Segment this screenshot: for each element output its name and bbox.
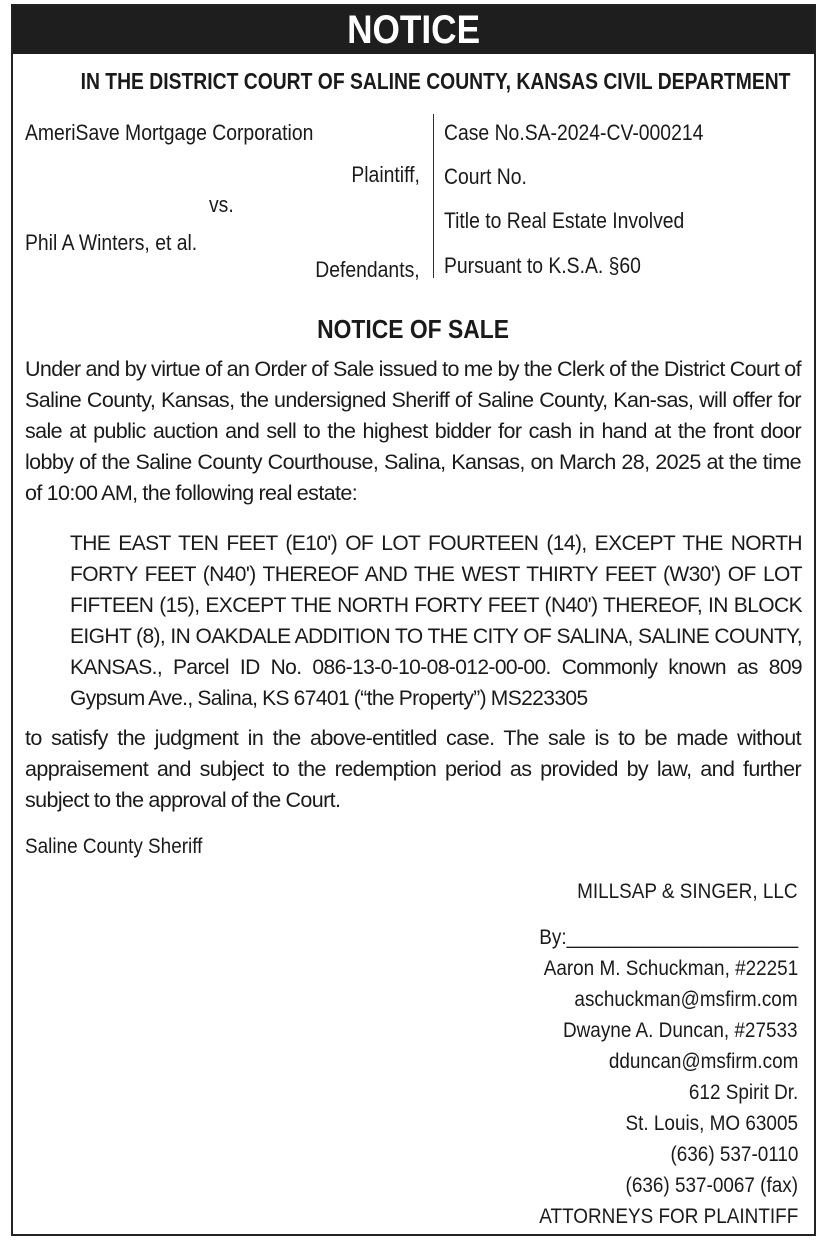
firm-street: 612 Spirit Dr.: [688, 1080, 798, 1104]
firm-phone: (636) 537-0110: [670, 1142, 798, 1166]
firm-fax: (636) 537-0067 (fax): [625, 1173, 798, 1197]
law-firm-name: MILLSAP & SINGER, LLC: [577, 879, 798, 903]
attorney-1: Aaron M. Schuckman, #22251: [543, 956, 798, 980]
defendant-name: Phil A Winters, et al.: [25, 230, 198, 255]
legal-description: THE EAST TEN FEET (E10') OF LOT FOURTEEN (14), EXCEPT THE NORTH FORTY FEET (N40') THEREOF AND THE WEST THIRTY FEET (W30') OF LOT FIFTEEN (15), EXCEPT THE NORTH FORTY FEET (N40') THEREOF, IN BLOCK EIGHT (8), IN OAKDALE ADDITION TO THE CITY OF SALINA, SALINE COUNTY, KANSAS., Parcel ID No. 086-13-0-10-08-012-00-00. Commonly known as 809 Gypsum Ave., Salina, KS 67401 (“the Property”) MS223305: [70, 532, 802, 710]
versus-label: vs.: [209, 192, 234, 217]
caption-parties: [25, 112, 420, 282]
caption-divider: [433, 114, 434, 278]
notice-of-sale-title: NOTICE OF SALE: [317, 314, 510, 344]
sheriff-signature: Saline County Sheriff: [25, 834, 203, 858]
court-heading: [13, 68, 814, 95]
defendant-role: Defendants,: [315, 257, 420, 282]
court-number: Court No.: [444, 164, 527, 189]
plaintiff-name: AmeriSave Mortgage Corporation: [25, 120, 314, 145]
sale-closing-paragraph: to satisfy the judgment in the above-entitled case. The sale is to be made without appraisement and subject to the redemption period as provided by law, and further subject to the approval of the Court.: [25, 726, 801, 812]
notice-heading: NOTICE: [347, 7, 480, 52]
case-caption: [13, 112, 814, 282]
court-heading-text: IN THE DISTRICT COURT OF SALINE COUNTY, KANSAS CIVIL DEPARTMENT: [80, 68, 791, 94]
attorneys-for-plaintiff: ATTORNEYS FOR PLAINTIFF: [539, 1204, 798, 1228]
statute-reference: Pursuant to K.S.A. §60: [444, 253, 641, 278]
sale-intro-paragraph: Under and by virtue of an Order of Sale issued to me by the Clerk of the District Court of Saline County, Kansas, the undersigned Sheriff of Saline County, Kan-sas, will offer for sale at public auction and sell to the highest bidder for cash in hand at the front door lobby of the Saline County Courthouse, Salina, Kansas, on March 28, 2025 at the time of 10:00 AM, the following real estate:: [25, 357, 801, 505]
signature-line: By:______________________: [539, 925, 798, 949]
plaintiff-role: Plaintiff,: [351, 162, 420, 187]
notice-banner: [13, 6, 814, 54]
case-number: Case No.SA-2024-CV-000214: [444, 120, 704, 145]
attorney-1-email: aschuckman@msfirm.com: [574, 987, 798, 1011]
legal-notice: [11, 4, 816, 1236]
attorney-2: Dwayne A. Duncan, #27533: [563, 1018, 798, 1042]
attorney-2-email: dduncan@msfirm.com: [608, 1049, 798, 1073]
title-real-estate: Title to Real Estate Involved: [444, 208, 685, 233]
firm-city: St. Louis, MO 63005: [625, 1111, 798, 1135]
